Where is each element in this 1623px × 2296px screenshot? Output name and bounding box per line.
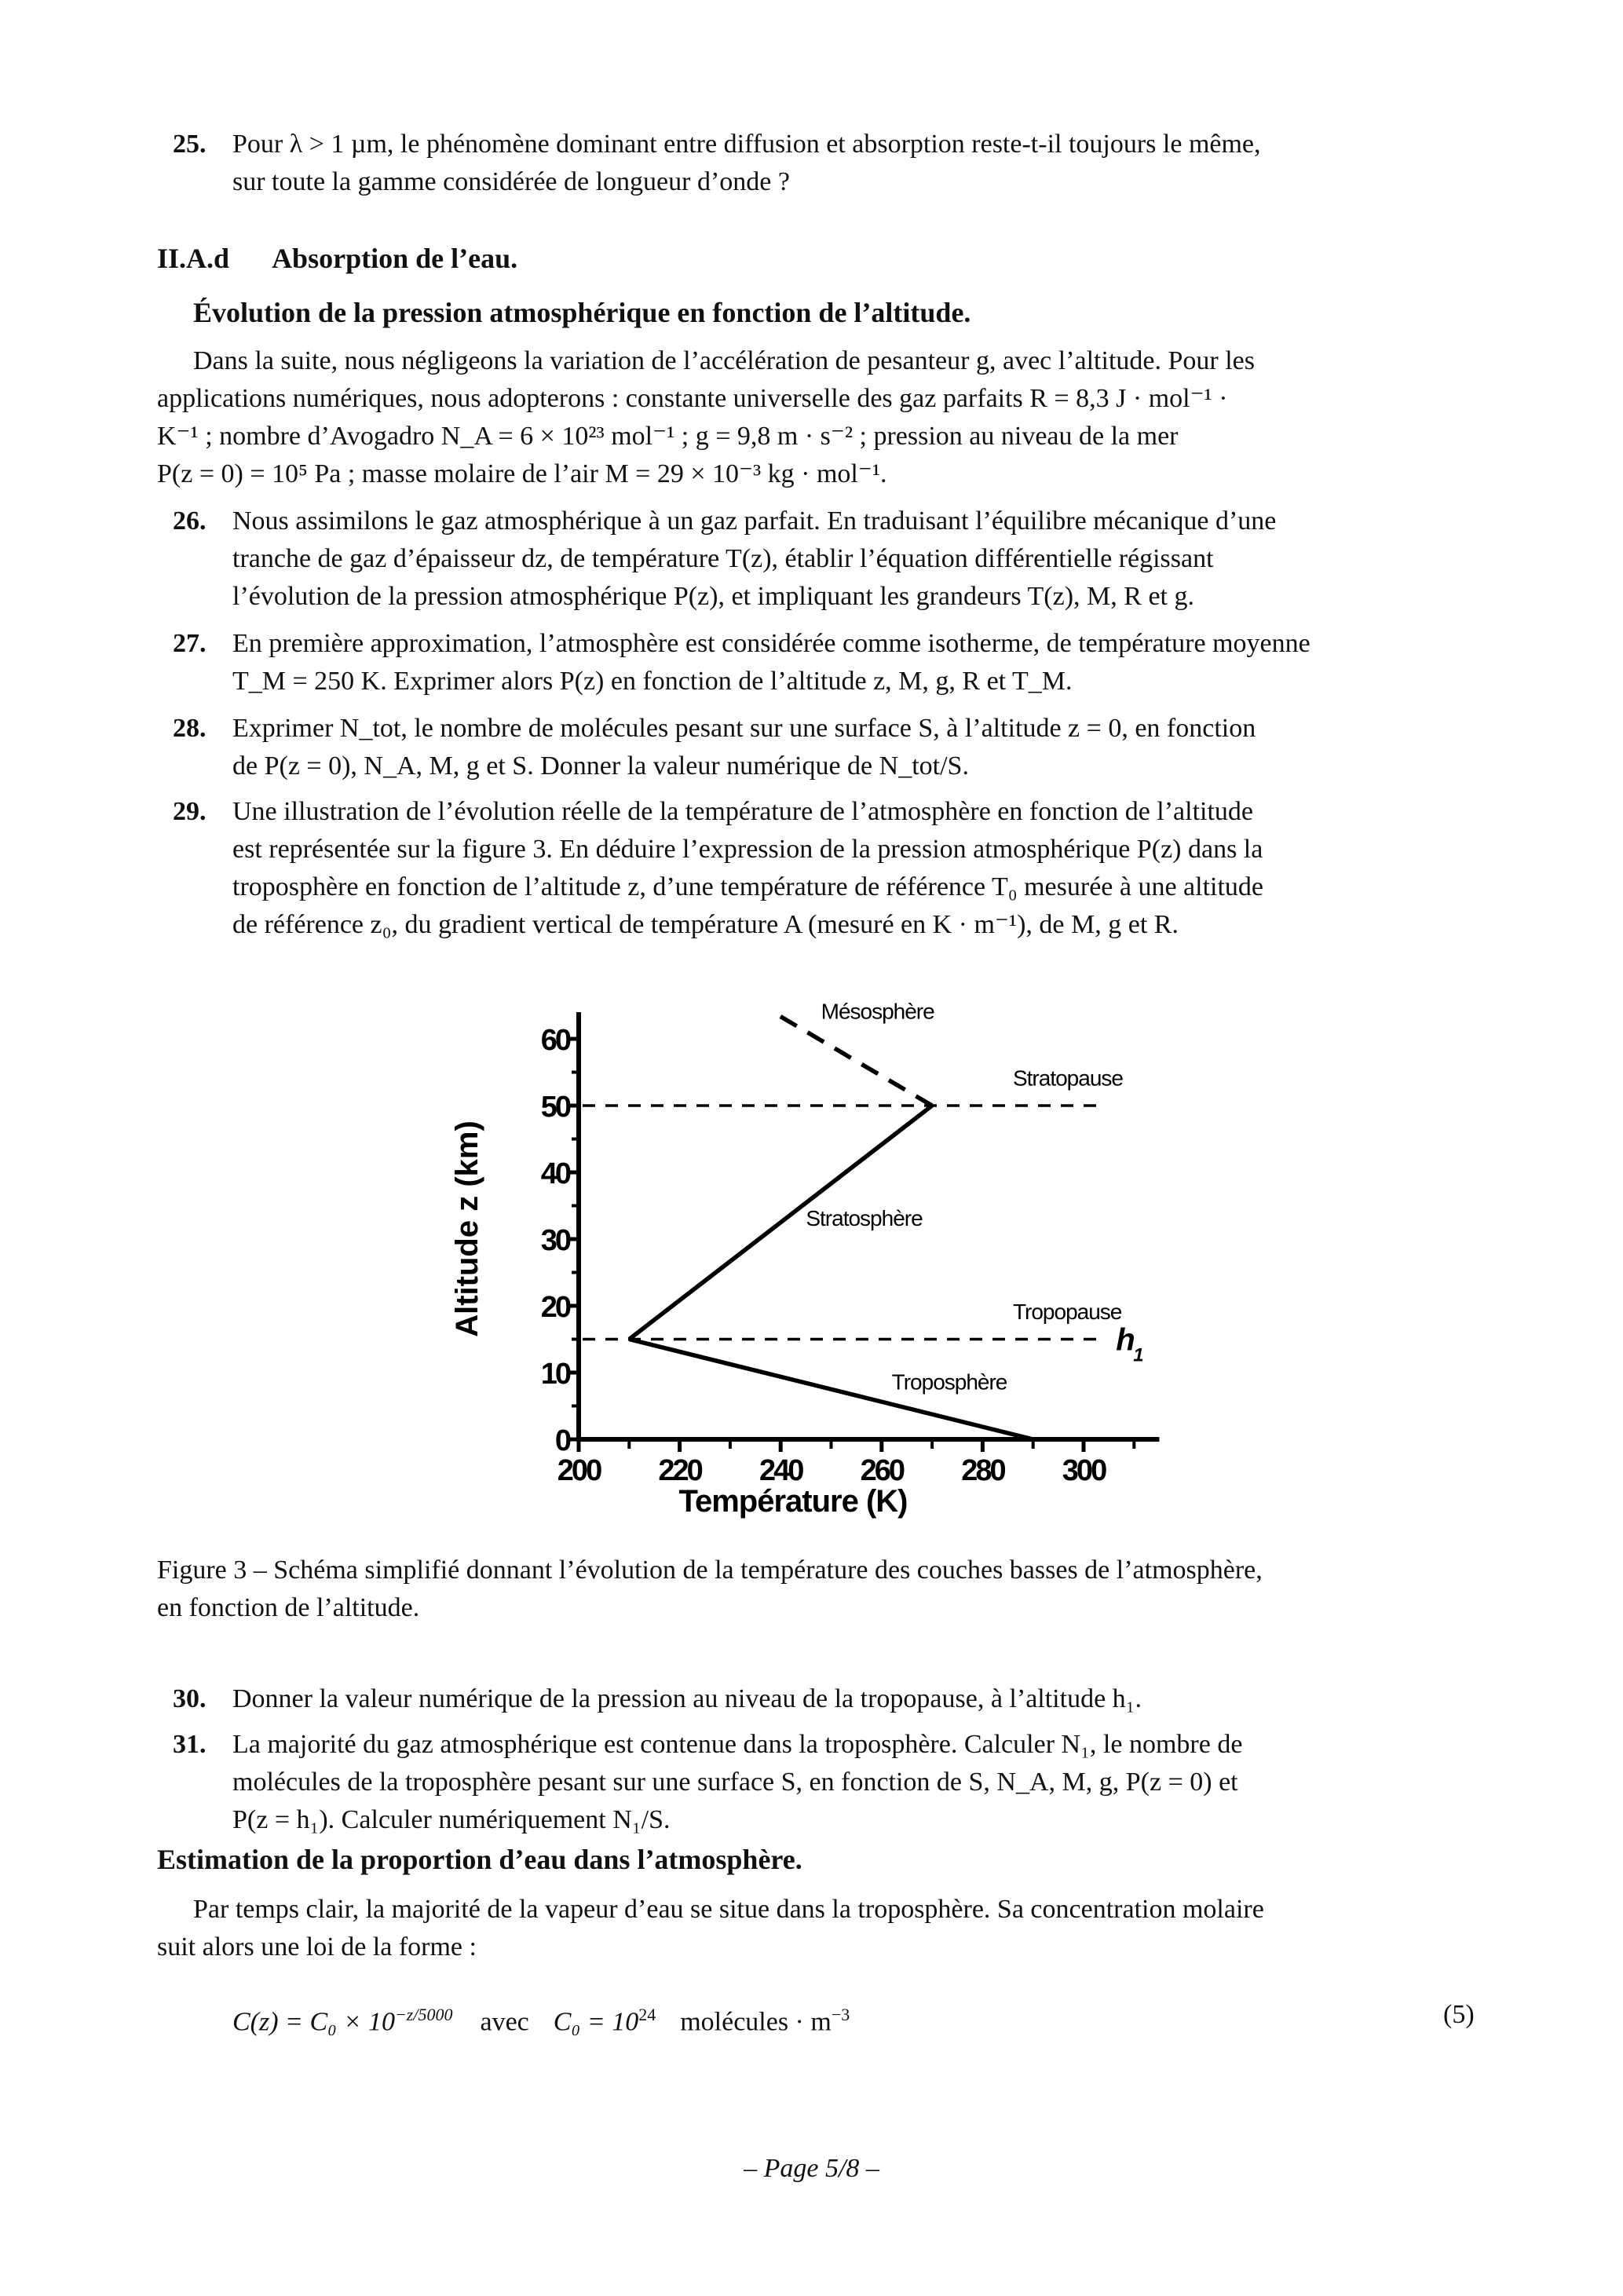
equation-avec: avec xyxy=(480,2007,529,2037)
text-line: K⁻¹ ; nombre d’Avogadro N_A = 6 × 10²³ mol⁻¹ ; g = 9,8 m · s⁻² ; pression au niveau de la mer xyxy=(157,422,1179,451)
annotation-tropopause: Tropopause xyxy=(1012,1300,1122,1324)
text-line: Pour λ > 1 µm, le phénomène dominant entre diffusion et absorption reste-t-il toujours le même, xyxy=(232,130,1261,159)
question-number: 25. xyxy=(173,130,207,159)
equation-units-exponent: −3 xyxy=(831,2005,850,2024)
equation-c0-exponent: 24 xyxy=(638,2005,656,2024)
text-line: applications numériques, nous adopterons : constante universelle des gaz parfaits R = 8,3 J · mol⁻¹ · xyxy=(157,384,1228,413)
equation-lhs: C(z) = C₀ × 10 xyxy=(232,2007,395,2037)
text-line: Exprimer N_tot, le nombre de molécules pesant sur une surface S, à l’altitude z = 0, en fonction xyxy=(232,714,1256,743)
x-tick-label: 260 xyxy=(860,1454,904,1487)
h1-subscript: 1 xyxy=(1133,1344,1144,1366)
y-axis-label: Altitude z (km) xyxy=(450,1121,484,1337)
question-number: 26. xyxy=(173,506,207,536)
x-tick-label: 220 xyxy=(658,1454,701,1487)
section-code: II.A.d xyxy=(157,243,230,274)
question-number: 29. xyxy=(173,797,207,826)
annotation-mesosphere: Mésosphère xyxy=(821,999,934,1024)
y-tick-label: 50 xyxy=(540,1091,569,1124)
text-line: Une illustration de l’évolution réelle de la température de l’atmosphère en fonction de l’altitude xyxy=(232,797,1254,826)
equation-number: (5) xyxy=(1443,2000,1475,2029)
series-line-mesosphere xyxy=(773,1012,933,1106)
subsection-heading-water: Estimation de la proportion d’eau dans l’atmosphère. xyxy=(157,1844,802,1875)
text-line: tranche de gaz d’épaisseur dz, de température T(z), établir l’équation différentielle régissant xyxy=(232,544,1214,573)
text-line: La majorité du gaz atmosphérique est contenue dans la troposphère. Calculer N₁, le nombre de xyxy=(232,1730,1243,1759)
y-tick-label: 20 xyxy=(540,1291,569,1324)
text-line: P(z = h₁). Calculer numériquement N₁/S. xyxy=(232,1805,671,1834)
text-line: en fonction de l’altitude. xyxy=(157,1593,420,1622)
x-tick-label: 200 xyxy=(557,1454,601,1487)
text-line: Nous assimilons le gaz atmosphérique à un gaz parfait. En traduisant l’équilibre mécanique d’une xyxy=(232,506,1277,536)
text-line: troposphère en fonction de l’altitude z, d’une température de référence T₀ mesurée à une altitude xyxy=(232,872,1264,901)
text-line: Par temps clair, la majorité de la vapeur d’eau se situe dans la troposphère. Sa concentration molaire xyxy=(193,1895,1264,1924)
text-line: En première approximation, l’atmosphère est considérée comme isotherme, de température moyenne xyxy=(232,629,1310,658)
annotation-troposphere: Troposphère xyxy=(891,1369,1007,1395)
question-text xyxy=(232,1726,1481,1839)
annotation-stratosphere: Stratosphère xyxy=(806,1206,923,1230)
text-line: molécules de la troposphère pesant sur une surface S, en fonction de S, N_A, M, g, P(z = 0) et xyxy=(232,1768,1238,1797)
text-line: Figure 3 – Schéma simplifié donnant l’évolution de la température des couches basses de l’atmosphère, xyxy=(157,1556,1263,1585)
y-tick-label: 60 xyxy=(540,1024,569,1057)
text-line: est représentée sur la figure 3. En déduire l’expression de la pression atmosphérique P(z) dans la xyxy=(232,835,1263,864)
x-axis-label: Température (K) xyxy=(678,1484,908,1519)
text-line: T_M = 250 K. Exprimer alors P(z) en fonction de l’altitude z, M, g, R et T_M. xyxy=(232,667,1073,696)
text-line: Dans la suite, nous négligeons la variation de l’accélération de pesanteur g, avec l’altitude. Pour les xyxy=(193,346,1255,375)
text-line: sur toute la gamme considérée de longueur d’onde ? xyxy=(232,167,790,196)
subsection-heading-pressure: Évolution de la pression atmosphérique en fonction de l’altitude. xyxy=(193,297,971,328)
h1-label: h xyxy=(1116,1322,1135,1358)
equation-exponent: −z/5000 xyxy=(394,2005,453,2024)
x-tick-label: 280 xyxy=(961,1454,1004,1487)
x-tick-label: 300 xyxy=(1062,1454,1106,1487)
question-number: 27. xyxy=(173,629,207,658)
equation-units: molécules · m xyxy=(680,2007,832,2037)
y-tick-label: 10 xyxy=(540,1358,569,1391)
text-line: suit alors une loi de la forme : xyxy=(157,1932,477,1961)
text-line: Donner la valeur numérique de la pression au niveau de la tropopause, à l’altitude h₁. xyxy=(232,1684,1142,1713)
question-text xyxy=(232,1680,1481,1718)
text-line: P(z = 0) = 10⁵ Pa ; masse molaire de l’air M = 29 × 10⁻³ kg · mol⁻¹. xyxy=(157,459,887,488)
y-tick-label: 40 xyxy=(540,1157,569,1190)
equation-c0: C₀ = 10 xyxy=(553,2007,639,2037)
equation-5 xyxy=(232,1996,850,2041)
x-tick-label: 240 xyxy=(758,1454,802,1487)
text-line: de référence z₀, du gradient vertical de température A (mesuré en K · m⁻¹), de M, g et R. xyxy=(232,910,1179,939)
text-line: l’évolution de la pression atmosphérique P(z), et impliquant les grandeurs T(z), M, R et g. xyxy=(232,582,1194,611)
text-line: de P(z = 0), N_A, M, g et S. Donner la valeur numérique de N_tot/S. xyxy=(232,751,969,781)
y-tick-label: 0 xyxy=(554,1424,569,1457)
section-title: Absorption de l’eau. xyxy=(272,243,518,274)
y-tick-label: 30 xyxy=(540,1224,569,1257)
question-number: 30. xyxy=(173,1684,207,1713)
question-number: 28. xyxy=(173,714,207,743)
question-number: 31. xyxy=(173,1730,207,1759)
page-footer: – Page 5/8 – xyxy=(744,2154,879,2183)
annotation-stratopause: Stratopause xyxy=(1012,1066,1123,1091)
